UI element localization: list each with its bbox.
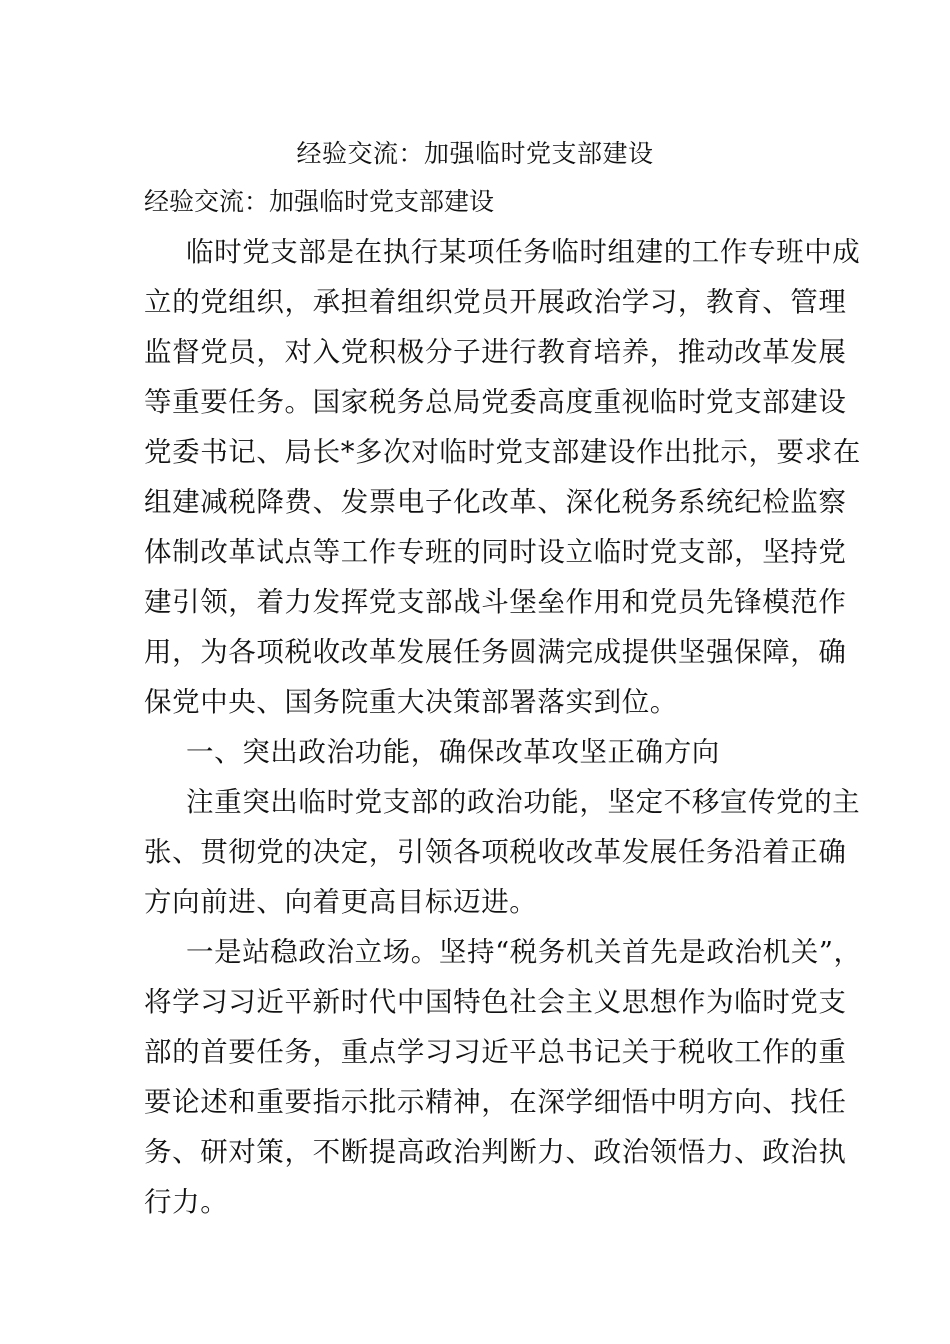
text-line: 临时党支部是在执行某项任务临时组建的工作专班中成 [186,236,861,268]
text-line: 保党中央、国务院重大决策部署落实到位。 [144,686,678,718]
text-line: 监督党员，对入党积极分子进行教育培养，推动改革发展 [144,336,847,368]
text-line: 体制改革试点等工作专班的同时设立临时党支部，坚持党 [144,536,847,568]
text-line: 党委书记、局长*多次对临时党支部建设作出批示，要求在 [144,436,861,468]
document-subtitle: 经验交流：加强临时党支部建设 [144,187,495,216]
paragraph-point-1 [144,927,862,1227]
text-line: 将学习习近平新时代中国特色社会主义思想作为临时党支 [144,986,847,1018]
text-line: 等重要任务。国家税务总局党委高度重视临时党支部建设 [144,386,847,418]
section-heading [144,727,814,777]
text-line: 注重突出临时党支部的政治功能，坚定不移宣传党的主 [186,786,861,818]
text-line: 部的首要任务，重点学习习近平总书记关于税收工作的重 [144,1036,847,1068]
document-title: 经验交流：加强临时党支部建设 [296,139,654,168]
text-line: 方向前进、向着更高目标迈进。 [144,886,538,918]
paragraph-intro [144,227,861,727]
text-line: 要论述和重要指示批示精神，在深学细悟中明方向、找任 [144,1086,847,1118]
text-line: 建引领，着力发挥党支部战斗堡垒作用和党员先锋模范作 [144,586,847,618]
text-line: 务、研对策，不断提高政治判断力、政治领悟力、政治执 [144,1136,847,1168]
text-line: 张、贯彻党的决定，引领各项税收改革发展任务沿着正确 [144,836,847,868]
text-line: 用，为各项税收改革发展任务圆满完成提供坚强保障，确 [144,636,847,668]
text-line: 组建减税降费、发票电子化改革、深化税务系统纪检监察 [144,486,847,518]
document-body [144,227,862,1227]
section-heading-text: 一、突出政治功能，确保改革攻坚正确方向 [186,736,720,768]
text-line: 立的党组织，承担着组织党员开展政治学习，教育、管理 [144,286,847,318]
text-line: 一是站稳政治立场。坚持“税务机关首先是政治机关”， [186,936,862,968]
text-line: 行力。 [144,1186,229,1218]
paragraph-section-intro [144,777,861,927]
